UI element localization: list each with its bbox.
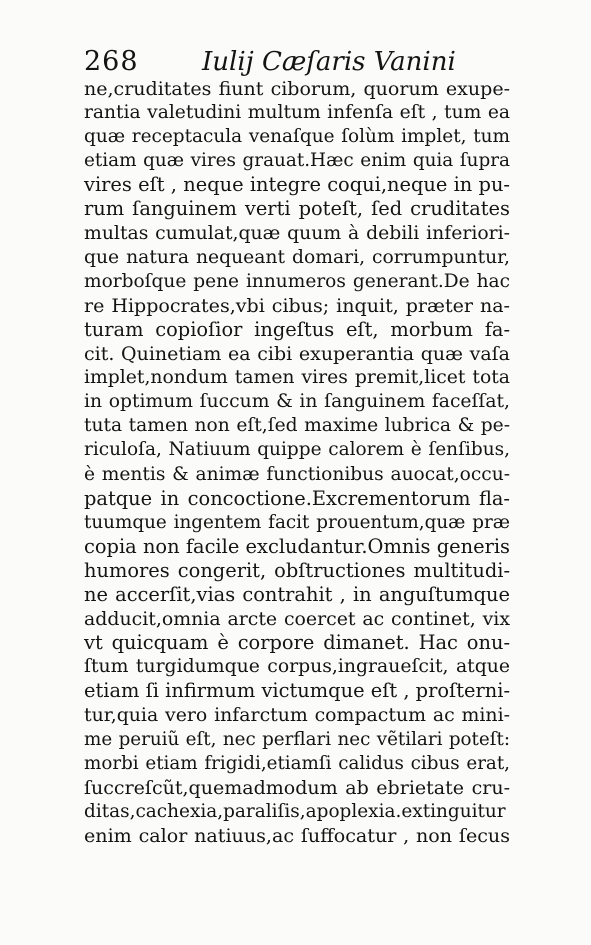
text-line: cit. Quinetiam ea cibi exuperantia quæ vaſa bbox=[84, 343, 510, 366]
text-line: ne accerſit,vias contrahit , in anguſtumque bbox=[84, 582, 510, 606]
running-title: Iulij Cæſaris Vanini bbox=[202, 47, 456, 77]
text-line: ſuccreſcũt,quemadmodum ab ebrietate cru- bbox=[84, 776, 510, 799]
text-line: me peruiũ eſt, nec perflari nec vẽtilari poteſt: bbox=[84, 728, 510, 750]
text-line: morboſque pene innumeros generant.De hac bbox=[84, 270, 510, 292]
text-line: etiam ſi infirmum victumque eſt , proſterni- bbox=[84, 679, 510, 703]
text-line: patque in concoctione.Excrementorum fla- bbox=[84, 486, 510, 510]
text-line: vires eſt , neque integre coqui,neque in pu- bbox=[84, 173, 510, 197]
text-line: enim calor natiuus,ac ſuffocatur , non ſecus bbox=[84, 823, 510, 847]
text-line: tur,quia vero infarctum compactum ac mini- bbox=[84, 704, 510, 727]
text-line: morbi etiam frigidi,etiamſi calidus cibus erat, bbox=[84, 752, 510, 774]
text-line: etiam quæ vires grauat.Hæc enim quia ſupra bbox=[84, 150, 510, 172]
text-line: turam copioſior ingeſtus eſt, morbum fa- bbox=[84, 317, 510, 341]
text-line: implet,nondum tamen vires premit,licet tota bbox=[84, 367, 510, 389]
text-line: ſtum turgidumque corpus,ingraueſcit, atque bbox=[84, 656, 510, 678]
page-number: 268 bbox=[84, 46, 139, 77]
text-line: humores congerit, obſtructiones multitudi- bbox=[84, 558, 510, 582]
text-line: tuumque ingentem facit prouentum,quæ præ bbox=[84, 511, 510, 533]
text-line: è mentis & animæ functionibus auocat,occu- bbox=[84, 463, 510, 485]
text-line: multas cumulat,quæ quum à debili inferiori- bbox=[84, 222, 510, 244]
text-line: tuta tamen non eſt,ſed maxime lubrica & pe- bbox=[84, 415, 510, 437]
text-line: que natura nequeant domari, corrumpuntur, bbox=[84, 246, 510, 268]
running-head bbox=[84, 46, 510, 78]
text-line: in optimum ſuccum & in ſanguinem faceſſat, bbox=[84, 391, 510, 413]
text-line: rantia valetudini multum infenſa eſt , tum ea bbox=[84, 102, 510, 124]
text-line: rum ſanguinem verti poteſt, ſed cruditates bbox=[84, 197, 510, 221]
text-block bbox=[84, 77, 510, 848]
text-line: ne,cruditates fiunt ciborum, quorum exupe- bbox=[84, 78, 510, 100]
text-line: copia non facile excludantur.Omnis generis bbox=[84, 534, 510, 558]
text-line: adducit,omnia arcte coercet ac continet, vix bbox=[84, 608, 510, 631]
text-line: riculoſa, Natiuum quippe calorem è ſenſibus, bbox=[84, 439, 510, 461]
text-line: re Hippocrates,vbi cibus; inquit, præter na- bbox=[84, 294, 510, 317]
text-line: quæ receptacula venaſque ſolùm implet, tum bbox=[84, 126, 510, 148]
text-line: ditas,cachexia,paraliſis,apoplexia.extinguitur bbox=[84, 800, 506, 822]
text-line: vt quicquam è corpore dimanet. Hac onu- bbox=[84, 631, 510, 655]
